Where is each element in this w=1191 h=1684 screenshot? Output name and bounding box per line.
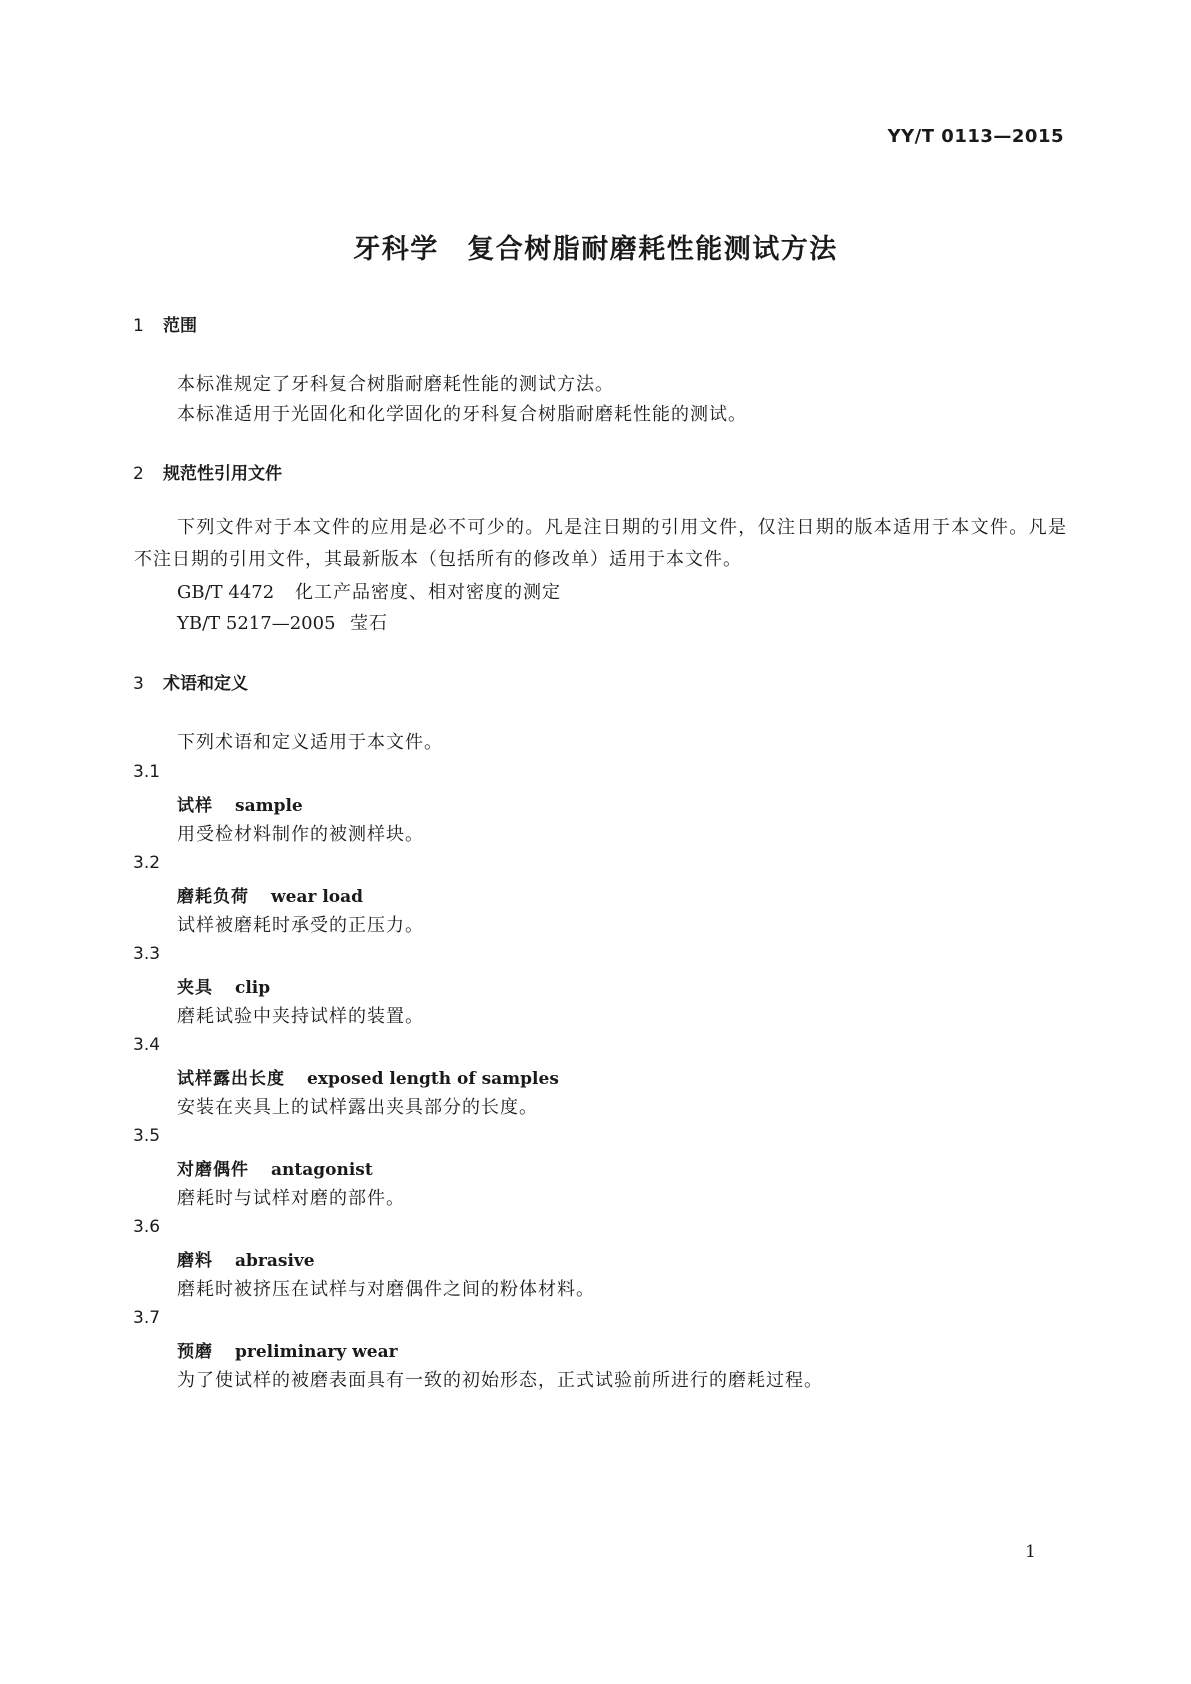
term-en: clip — [235, 978, 271, 998]
term-en: wear load — [271, 887, 364, 907]
term-definition: 试样被磨耗时承受的正压力。 — [177, 915, 424, 936]
section-1-paragraph-2: 本标准适用于光固化和化学固化的牙科复合树脂耐磨耗性能的测试。 — [177, 404, 747, 425]
document-title: 牙科学 复合树脂耐磨耗性能测试方法 — [353, 234, 838, 265]
term-definition: 磨耗时被挤压在试样与对磨偶件之间的粉体材料。 — [177, 1279, 595, 1300]
term-cn: 磨料 — [177, 1251, 213, 1271]
section-number: 2 — [133, 464, 144, 484]
term-cn: 试样 — [177, 796, 213, 816]
term-cn: 对磨偶件 — [177, 1160, 249, 1180]
term-name — [177, 791, 303, 816]
term-number: 3.7 — [133, 1308, 161, 1328]
term-name — [177, 1246, 315, 1271]
reference-item — [177, 609, 388, 635]
term-definition: 安装在夹具上的试样露出夹具部分的长度。 — [177, 1097, 538, 1118]
term-number: 3.3 — [133, 944, 161, 964]
reference-item — [177, 578, 561, 604]
term-en: exposed length of samples — [307, 1069, 559, 1089]
term-definition: 为了使试样的被磨表面具有一致的初始形态，正式试验前所进行的磨耗过程。 — [177, 1370, 823, 1391]
page-number: 1 — [1025, 1542, 1036, 1562]
reference-code: YB/T 5217—2005 — [177, 613, 336, 634]
term-number: 3.6 — [133, 1217, 161, 1237]
section-1-heading — [133, 311, 197, 336]
term-number: 3.2 — [133, 853, 161, 873]
term-en: abrasive — [235, 1251, 315, 1271]
term-number: 3.1 — [133, 762, 161, 782]
section-2-heading — [133, 459, 282, 484]
reference-code: GB/T 4472 — [177, 582, 275, 603]
term-cn: 预磨 — [177, 1342, 213, 1362]
section-title: 术语和定义 — [163, 674, 248, 694]
term-number: 3.4 — [133, 1035, 161, 1055]
term-name — [177, 882, 363, 907]
term-en: antagonist — [271, 1160, 373, 1180]
section-1-paragraph-1: 本标准规定了牙科复合树脂耐磨耗性能的测试方法。 — [177, 374, 614, 395]
term-name — [177, 1155, 373, 1180]
reference-title: 莹石 — [350, 613, 388, 634]
section-title: 范围 — [163, 316, 197, 336]
section-number: 3 — [133, 674, 144, 694]
term-cn: 试样露出长度 — [177, 1069, 285, 1089]
term-name — [177, 973, 270, 998]
term-en: sample — [235, 796, 303, 816]
section-3-intro: 下列术语和定义适用于本文件。 — [177, 732, 443, 753]
section-title: 规范性引用文件 — [163, 464, 282, 484]
term-definition: 磨耗试验中夹持试样的装置。 — [177, 1006, 424, 1027]
reference-title: 化工产品密度、相对密度的测定 — [295, 582, 561, 603]
term-en: preliminary wear — [235, 1342, 398, 1362]
term-name — [177, 1337, 398, 1362]
standard-code: YY/T 0113—2015 — [887, 126, 1064, 147]
term-name — [177, 1064, 559, 1089]
section-2-intro: 下列文件对于本文件的应用是必不可少的。凡是注日期的引用文件，仅注日期的版本适用于本文件。凡是不注日期的引用文件，其最新版本（包括所有的修改单）适用于本文件。 — [134, 517, 1067, 570]
term-number: 3.5 — [133, 1126, 161, 1146]
section-number: 1 — [133, 316, 144, 336]
term-definition: 用受检材料制作的被测样块。 — [177, 824, 424, 845]
term-definition: 磨耗时与试样对磨的部件。 — [177, 1188, 405, 1209]
term-cn: 夹具 — [177, 978, 213, 998]
section-3-heading — [133, 669, 248, 694]
term-cn: 磨耗负荷 — [177, 887, 249, 907]
